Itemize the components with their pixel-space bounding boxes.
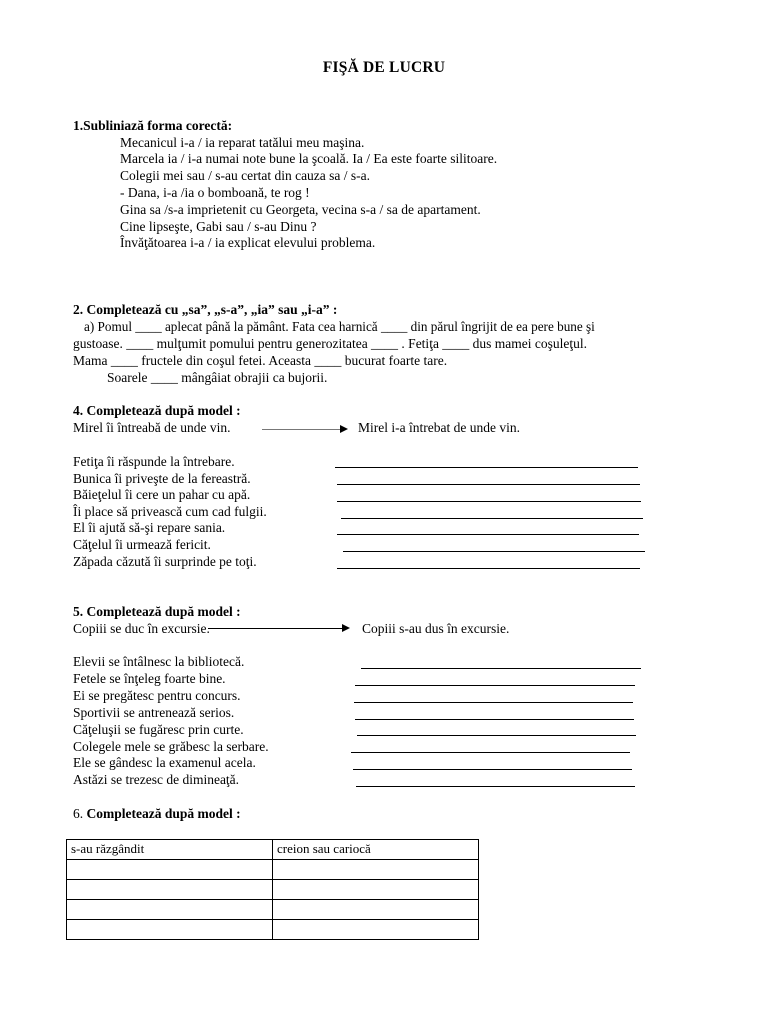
ex5-model-left: Copiii se duc în excursie.	[73, 621, 210, 636]
table-cell[interactable]	[67, 900, 273, 920]
arrow-icon	[208, 628, 348, 629]
answer-line[interactable]	[337, 501, 641, 502]
ex2-line: gustoase. ____ mulţumit pomului pentru generozitatea ____ . Fetiţa ____ dus mamei coşuleţul.	[73, 336, 588, 351]
ex5-item: Fetele se înţeleg foarte bine.	[73, 671, 226, 686]
ex4-item: Căţelul îi urmează fericit.	[73, 537, 211, 552]
ex5-item: Ele se gândesc la examenul acela.	[73, 755, 256, 770]
ex2-line: Soarele ____ mângâiat obrajii ca bujorii.	[107, 370, 328, 385]
ex4-item: El îi ajută să-şi repare sania.	[73, 520, 226, 535]
answer-line[interactable]	[357, 735, 636, 736]
answer-line[interactable]	[356, 786, 635, 787]
ex6-table	[66, 839, 479, 940]
answer-line[interactable]	[353, 769, 632, 770]
page-title: FIŞĂ DE LUCRU	[322, 59, 446, 76]
arrow-icon	[262, 429, 346, 430]
table-cell[interactable]	[273, 900, 479, 920]
table-row	[67, 900, 479, 920]
table-cell[interactable]	[273, 880, 479, 900]
answer-line[interactable]	[351, 752, 630, 753]
answer-line[interactable]	[343, 551, 645, 552]
answer-line[interactable]	[355, 685, 635, 686]
ex5-item: Elevii se întâlnesc la bibliotecă.	[73, 654, 245, 669]
table-cell: creion sau cariocă	[273, 840, 479, 860]
ex5-item: Ei se pregătesc pentru concurs.	[73, 688, 241, 703]
table-row	[67, 920, 479, 940]
ex4-heading: 4. Completează după model :	[73, 403, 241, 418]
ex2-line: Mama ____ fructele din coşul fetei. Aceasta ____ bucurat foarte tare.	[73, 353, 448, 368]
ex5-item: Colegele mele se grăbesc la serbare.	[73, 739, 269, 754]
table-cell[interactable]	[67, 920, 273, 940]
answer-line[interactable]	[341, 518, 643, 519]
ex5-item: Sportivii se antrenează serios.	[73, 705, 235, 720]
table-cell[interactable]	[273, 920, 479, 940]
ex1-heading: 1.Subliniază forma corectă:	[73, 118, 233, 133]
table-row	[67, 880, 479, 900]
answer-line[interactable]	[335, 467, 638, 468]
ex4-model-right: Mirel i-a întrebat de unde vin.	[358, 420, 520, 435]
table-cell: s-au răzgândit	[67, 840, 273, 860]
ex1-line: Cine lipseşte, Gabi sau / s-au Dinu ?	[120, 219, 317, 234]
ex5-model-right: Copiii s-au dus în excursie.	[362, 621, 510, 636]
ex4-item: Îi place să privească cum cad fulgii.	[73, 504, 267, 519]
ex2-line: a) Pomul ____ aplecat până la pământ. Fata cea harnică ____ din părul îngrijit de ea pere bune şi	[84, 319, 595, 334]
answer-line[interactable]	[354, 702, 633, 703]
answer-line[interactable]	[337, 534, 639, 535]
ex1-line: Marcela ia / i-a numai note bune la şcoală. Ia / Ea este foarte silitoare.	[120, 151, 498, 166]
ex5-heading: 5. Completează după model :	[73, 604, 241, 619]
ex4-item: Bunica îi priveşte de la fereastră.	[73, 471, 251, 486]
ex4-item: Fetiţa îi răspunde la întrebare.	[73, 454, 235, 469]
ex6-heading	[73, 806, 241, 822]
table-cell[interactable]	[273, 860, 479, 880]
answer-line[interactable]	[337, 484, 640, 485]
ex6-heading-text: Completează după model :	[83, 806, 241, 821]
answer-line[interactable]	[355, 719, 634, 720]
table-cell[interactable]	[67, 880, 273, 900]
ex1-line: - Dana, i-a /ia o bomboană, te rog !	[120, 185, 310, 200]
ex1-line: Mecanicul i-a / ia reparat tatălui meu maşina.	[120, 135, 365, 150]
ex1-line: Gina sa /s-a imprietenit cu Georgeta, vecina s-a / sa de apartament.	[120, 202, 481, 217]
ex6-number: 6.	[73, 806, 84, 821]
ex4-item: Băieţelul îi cere un pahar cu apă.	[73, 487, 251, 502]
table-cell[interactable]	[67, 860, 273, 880]
answer-line[interactable]	[337, 568, 640, 569]
ex1-line: Colegii mei sau / s-au certat din cauza sa / s-a.	[120, 168, 371, 183]
answer-line[interactable]	[361, 668, 641, 669]
ex1-line: Învăţătoarea i-a / ia explicat elevului problema.	[120, 235, 376, 250]
ex2-heading: 2. Completează cu „sa”, „s-a”, „ia” sau „i-a” :	[73, 302, 338, 317]
table-row	[67, 840, 479, 860]
table-row	[67, 860, 479, 880]
ex5-item: Astăzi se trezesc de dimineaţă.	[73, 772, 240, 787]
ex5-item: Căţeluşii se fugăresc prin curte.	[73, 722, 244, 737]
ex4-item: Zăpada căzută îi surprinde pe toţi.	[73, 554, 257, 569]
ex4-model-left: Mirel îi întreabă de unde vin.	[73, 420, 231, 435]
